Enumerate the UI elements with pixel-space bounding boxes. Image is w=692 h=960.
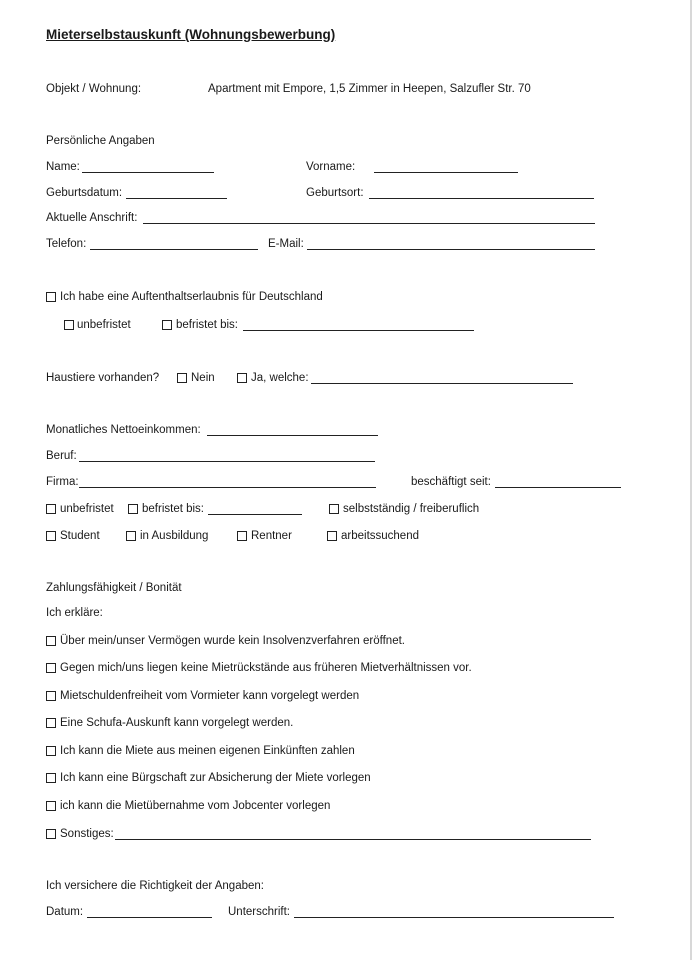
geburtsdatum-field[interactable] [126, 198, 227, 199]
section-heading-personal: Persönliche Angaben [46, 135, 155, 147]
name-field[interactable] [82, 172, 214, 173]
befristet-field[interactable] [208, 514, 302, 515]
seit-field[interactable] [495, 487, 621, 488]
haustiere-nein-label: Nein [191, 372, 215, 384]
bonitaet-intro: Ich erkläre: [46, 607, 103, 619]
sonstiges-label: Sonstiges: [60, 828, 114, 840]
objekt-value: Apartment mit Empore, 1,5 Zimmer in Heepen, Salzufler Str. 70 [208, 83, 531, 95]
bonitaet-item: Über mein/unser Vermögen wurde kein Insolvenzverfahren eröffnet. [60, 635, 405, 647]
unbefristet-label: unbefristet [60, 503, 114, 515]
anschrift-label: Aktuelle Anschrift: [46, 212, 138, 224]
firma-label: Firma: [46, 476, 79, 488]
bonitaet-checkbox[interactable] [46, 663, 56, 673]
aufenthalt-befristet-checkbox[interactable] [162, 320, 172, 330]
geburtsort-field[interactable] [369, 198, 594, 199]
geburtsort-label: Geburtsort: [306, 187, 364, 199]
arbeitssuchend-checkbox[interactable] [327, 531, 337, 541]
telefon-label: Telefon: [46, 238, 87, 250]
email-field[interactable] [307, 249, 595, 250]
aufenthalt-befristet-field[interactable] [243, 330, 474, 331]
beruf-field[interactable] [79, 461, 375, 462]
anschrift-field[interactable] [143, 223, 595, 224]
section-heading-bonitaet: Zahlungsfähigkeit / Bonität [46, 582, 182, 594]
ausbildung-label: in Ausbildung [140, 530, 209, 542]
vorname-label: Vorname: [306, 161, 356, 173]
befristet-label: befristet bis: [142, 503, 204, 515]
befristet-checkbox[interactable] [128, 504, 138, 514]
seit-label: beschäftigt seit: [411, 476, 491, 488]
datum-label: Datum: [46, 906, 84, 918]
beruf-label: Beruf: [46, 450, 77, 462]
aufenthalt-label: Ich habe eine Auftenthaltserlaubnis für Deutschland [60, 291, 323, 303]
objekt-label: Objekt / Wohnung: [46, 83, 142, 95]
student-label: Student [60, 530, 100, 542]
bonitaet-item: ich kann die Mietübernahme vom Jobcenter vorlegen [60, 800, 331, 812]
geburtsdatum-label: Geburtsdatum: [46, 187, 123, 199]
vorname-field[interactable] [374, 172, 518, 173]
unbefristet-checkbox[interactable] [46, 504, 56, 514]
bonitaet-checkbox[interactable] [46, 636, 56, 646]
bonitaet-item: Ich kann eine Bürgschaft zur Absicherung der Miete vorlegen [60, 772, 371, 784]
bonitaet-checkbox[interactable] [46, 801, 56, 811]
bonitaet-checkbox[interactable] [46, 718, 56, 728]
haustiere-label: Haustiere vorhanden? [46, 372, 160, 384]
sonstiges-field[interactable] [115, 839, 591, 840]
rentner-label: Rentner [251, 530, 292, 542]
unterschrift-label: Unterschrift: [228, 906, 290, 918]
student-checkbox[interactable] [46, 531, 56, 541]
bonitaet-item: Mietschuldenfreiheit vom Vormieter kann vorgelegt werden [60, 690, 360, 702]
bonitaet-checkbox[interactable] [46, 746, 56, 756]
bonitaet-item: Gegen mich/uns liegen keine Mietrückstände aus früheren Mietverhältnissen vor. [60, 662, 472, 674]
document-title: Mieterselbstauskunft (Wohnungsbewerbung) [46, 27, 336, 42]
bonitaet-item: Ich kann die Miete aus meinen eigenen Einkünften zahlen [60, 745, 355, 757]
email-label: E-Mail: [268, 238, 304, 250]
rentner-checkbox[interactable] [237, 531, 247, 541]
ausbildung-checkbox[interactable] [126, 531, 136, 541]
aufenthalt-checkbox[interactable] [46, 292, 56, 302]
telefon-field[interactable] [90, 249, 258, 250]
aufenthalt-unbefristet-label: unbefristet [77, 319, 131, 331]
firma-field[interactable] [79, 487, 376, 488]
bonitaet-checkbox[interactable] [46, 691, 56, 701]
einkommen-label: Monatliches Nettoeinkommen: [46, 424, 201, 436]
arbeitssuchend-label: arbeitssuchend [341, 530, 419, 542]
haustiere-ja-label: Ja, welche: [251, 372, 309, 384]
selbst-checkbox[interactable] [329, 504, 339, 514]
aufenthalt-unbefristet-checkbox[interactable] [64, 320, 74, 330]
haustiere-field[interactable] [311, 383, 573, 384]
bonitaet-item: Eine Schufa-Auskunft kann vorgelegt werden. [60, 717, 294, 729]
selbst-label: selbstständig / freiberuflich [343, 503, 480, 515]
einkommen-field[interactable] [207, 435, 378, 436]
aufenthalt-befristet-label: befristet bis: [176, 319, 238, 331]
haustiere-ja-checkbox[interactable] [237, 373, 247, 383]
name-label: Name: [46, 161, 80, 173]
datum-field[interactable] [87, 917, 212, 918]
versicherung-text: Ich versichere die Richtigkeit der Angaben: [46, 880, 264, 892]
unterschrift-field[interactable] [294, 917, 614, 918]
haustiere-nein-checkbox[interactable] [177, 373, 187, 383]
sonstiges-checkbox[interactable] [46, 829, 56, 839]
bonitaet-checkbox[interactable] [46, 773, 56, 783]
